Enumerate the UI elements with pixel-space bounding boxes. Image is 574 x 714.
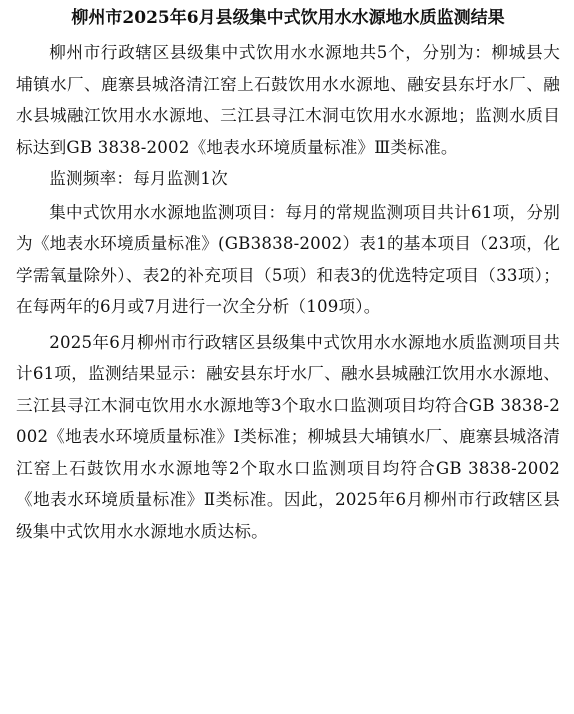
paragraph-monitoring-results: 2025年6月柳州市行政辖区县级集中式饮用水水源地水质监测项目共计61项，监测结果显示：融安县东圩水厂、融水县城融江饮用水水源地、三江县寻江木洞屯饮用水水源地等3个取水口监测项目均符合GB 3838-2002《地表水环境质量标准》Ⅰ类标准；柳城县大埔镇水厂、鹿寨县城洛清江窑上石鼓饮用水水源地等2个取水口监测项目均符合GB 3838-2002《地表水环境质量标准》Ⅱ类标准。因此，2025年6月柳州市行政辖区县级集中式饮用水水源地水质达标。 [16,332,560,541]
paragraph-monitoring-items: 集中式饮用水水源地监测项目：每月的常规监测项目共计61项，分别为《地表水环境质量标准》(GB3838-2002）表1的基本项目（23项，化学需氧量除外）、表2的补充项目（5项）和表3的优选特定项目（33项）；在每两年的6月或7月进行一次全分析（109项）。 [16,202,560,316]
paragraph-water-sources: 柳州市行政辖区县级集中式饮用水水源地共5个，分别为：柳城县大埔镇水厂、鹿寨县城洛清江窑上石鼓饮用水水源地、融安县东圩水厂、融水县城融江饮用水水源地、三江县寻江木洞屯饮用水水源地；监测水质目标达到GB 3838-2002《地表水环境质量标准》Ⅲ类标准。 [16,43,560,157]
paragraph-monitoring-frequency: 监测频率：每月监测1次 [49,169,228,188]
document-title: 柳州市2025年6月县级集中式饮用水水源地水质监测结果 [71,8,505,28]
